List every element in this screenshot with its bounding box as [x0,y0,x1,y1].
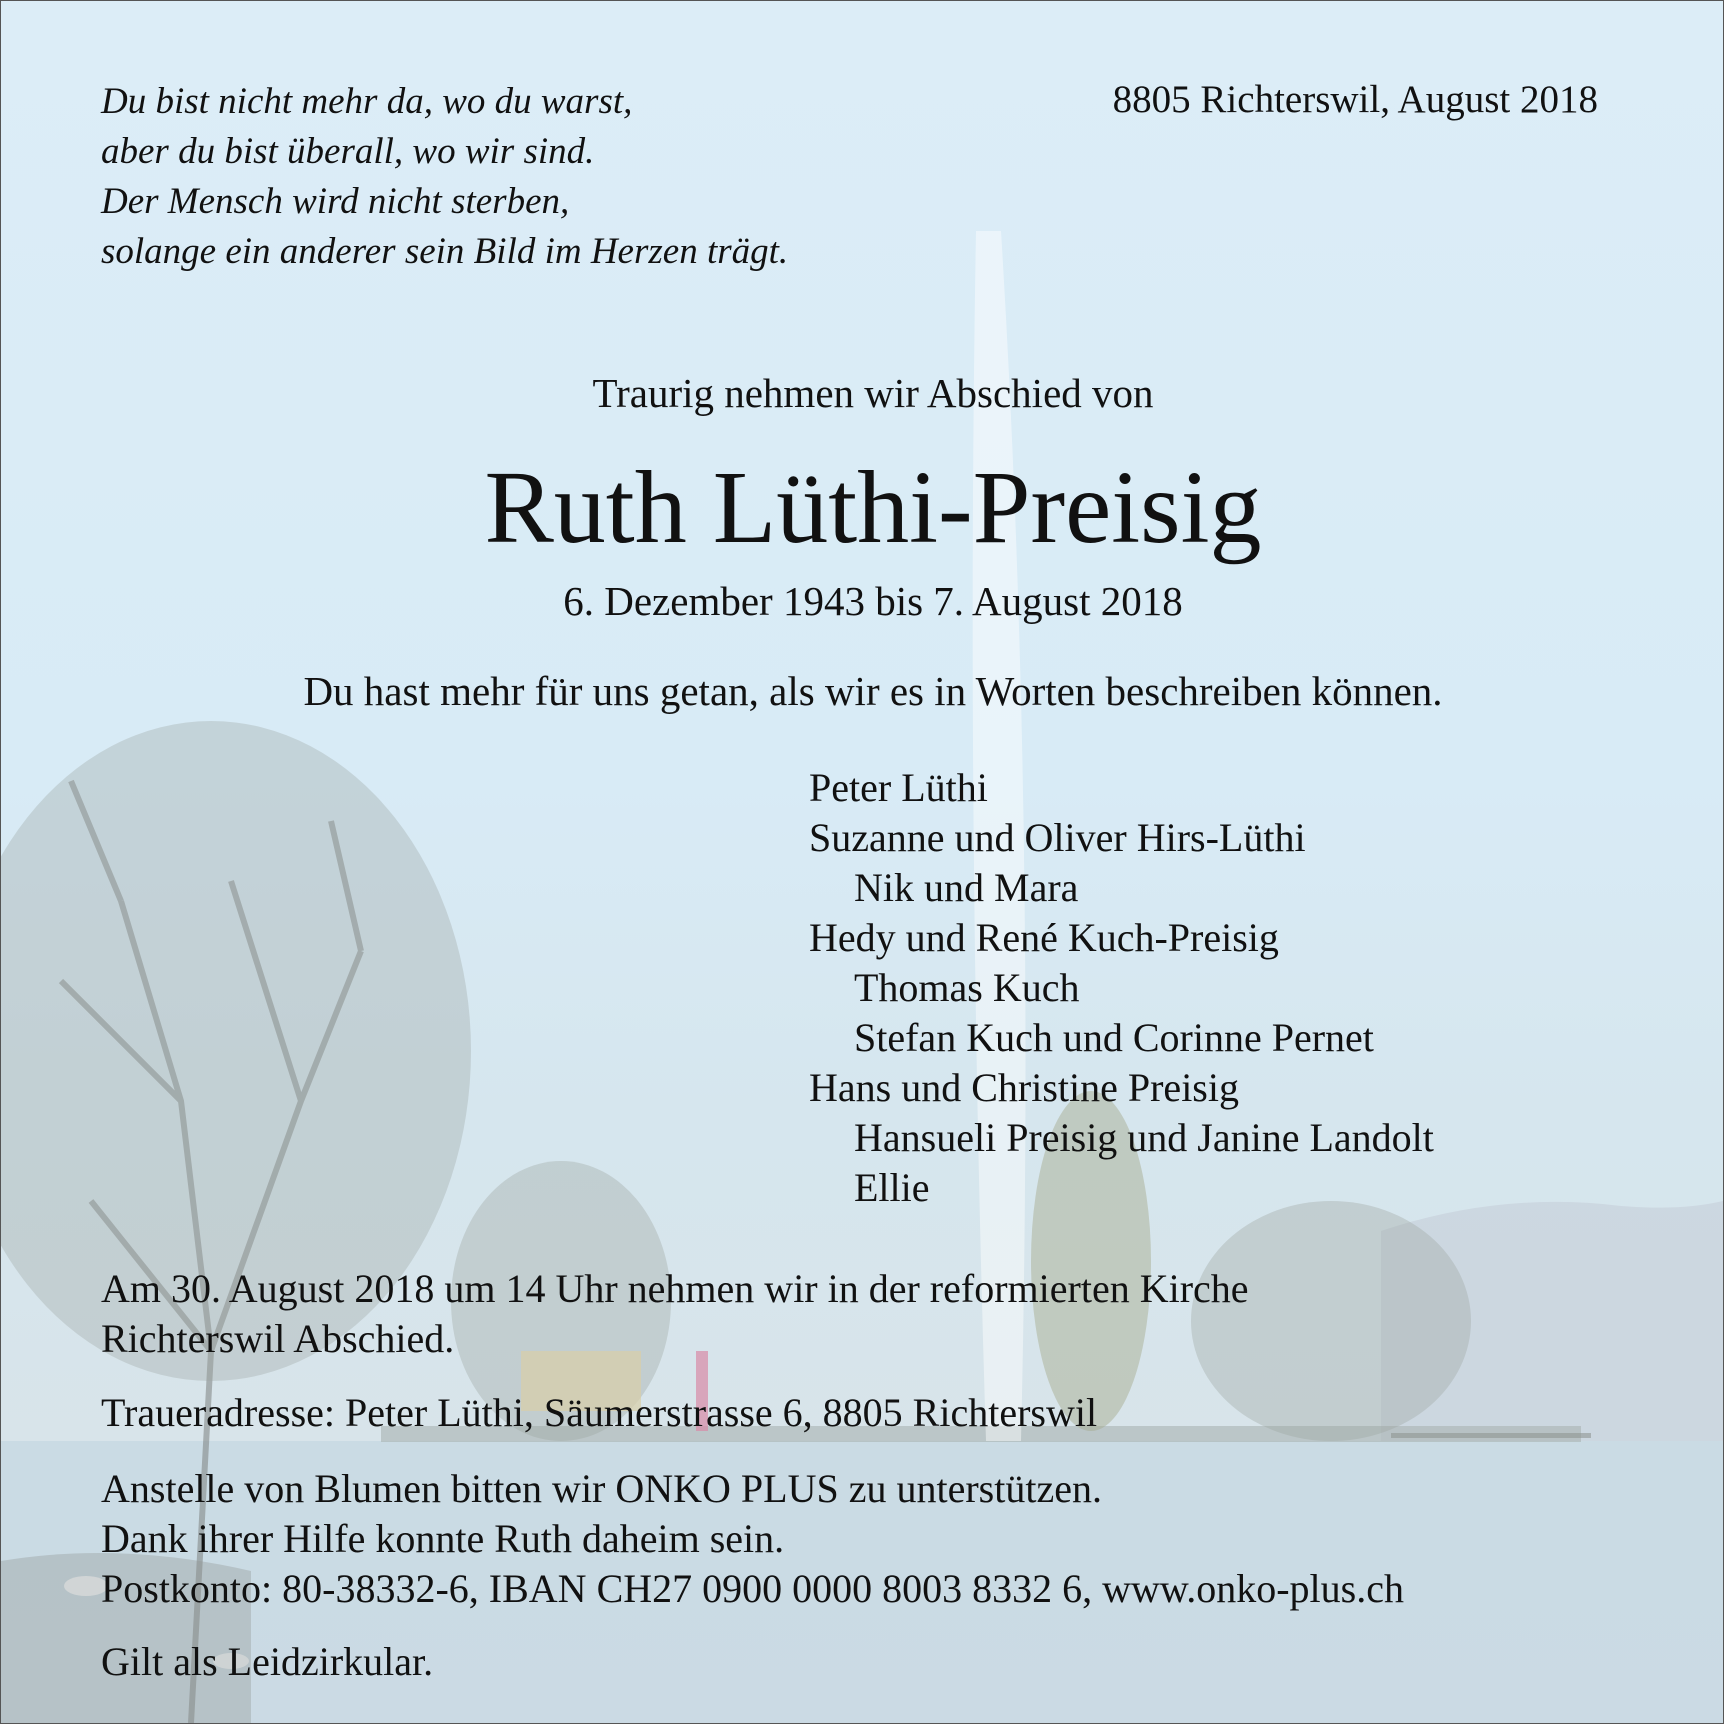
mourner-entry: Hansueli Preisig und Janine Landolt [854,1115,1434,1160]
deceased-name: Ruth Lüthi-Preisig [484,450,1262,565]
mourning-address: Traueradresse: Peter Lüthi, Säumerstrasse 6, 8805 Richterswil [101,1390,1098,1435]
mourner-entry: Hedy und René Kuch-Preisig [809,915,1279,960]
poem-line: Du bist nicht mehr da, wo du warst, [101,81,633,122]
donation-line: Postkonto: 80-38332-6, IBAN CH27 0900 0000 8003 8332 6, www.onko-plus.ch [101,1566,1404,1611]
memorial-poem [101,77,788,277]
poem-line: solange ein anderer sein Bild im Herzen trägt. [101,231,789,272]
mourner-entry: Peter Lüthi [809,765,988,810]
mourner-entry: Suzanne und Oliver Hirs-Lüthi [809,815,1306,860]
life-dates: 6. Dezember 1943 bis 7. August 2018 [563,578,1183,624]
poem-line: Der Mensch wird nicht sterben, [101,181,570,222]
mourner-entry: Thomas Kuch [854,965,1080,1010]
donation-line: Anstelle von Blumen bitten wir ONKO PLUS zu unterstützen. [101,1466,1102,1511]
donation-notice [101,1464,1404,1614]
poem-line: aber du bist überall, wo wir sind. [101,131,595,172]
service-line: Richterswil Abschied. [101,1316,455,1361]
mourner-entry: Stefan Kuch und Corinne Pernet [854,1015,1374,1060]
mourners-list [809,763,1434,1213]
mourner-entry: Ellie [854,1165,930,1210]
service-line: Am 30. August 2018 um 14 Uhr nehmen wir in der reformierten Kirche [101,1266,1249,1311]
closing-note: Gilt als Leidzirkular. [101,1639,434,1684]
tribute-quote: Du hast mehr für uns getan, als wir es in Worten beschreiben können. [303,668,1443,714]
farewell-intro: Traurig nehmen wir Abschied von [592,370,1154,416]
jetty [1391,1433,1591,1438]
donation-line: Dank ihrer Hilfe konnte Ruth daheim sein. [101,1516,785,1561]
mourner-entry: Nik und Mara [854,865,1079,910]
funeral-service-notice [101,1264,1249,1364]
mourner-entry: Hans und Christine Preisig [809,1065,1239,1110]
place-and-date: 8805 Richterswil, August 2018 [1112,78,1598,121]
